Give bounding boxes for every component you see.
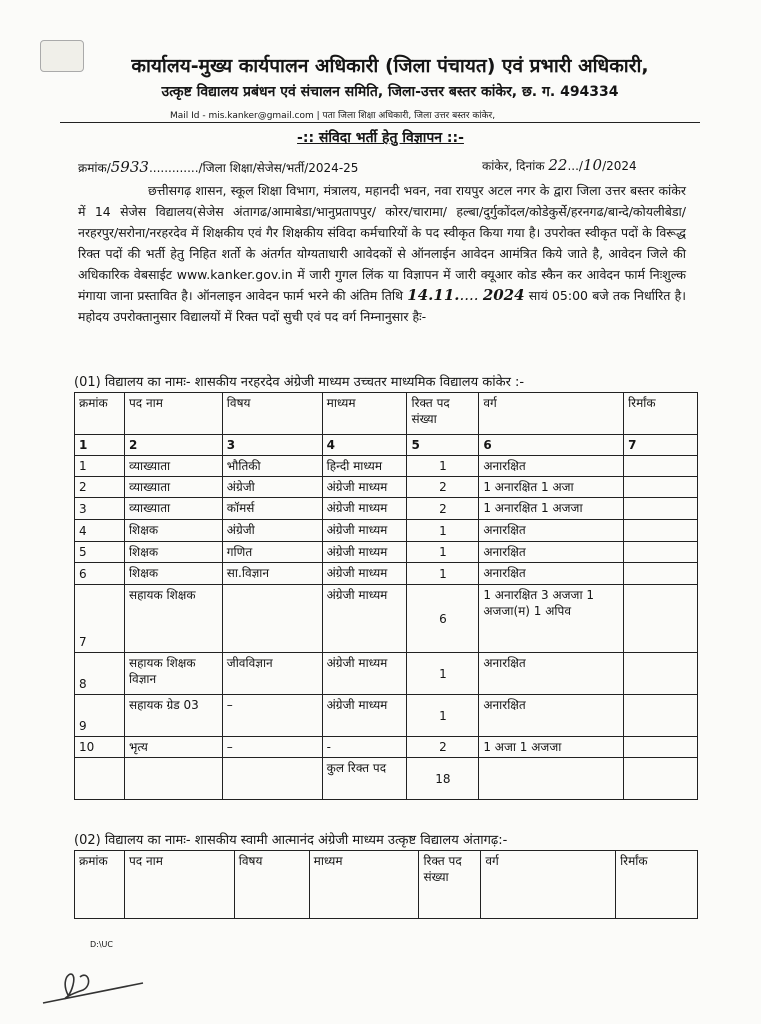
table-row bbox=[75, 542, 698, 563]
cell-count: 1 bbox=[407, 563, 479, 585]
cell-sn: 3 bbox=[75, 498, 125, 520]
cell-sn: 9 bbox=[75, 695, 125, 737]
header-cell: वर्ग bbox=[479, 393, 624, 435]
cell-medium: अंग्रेजी माध्यम bbox=[322, 498, 407, 520]
cell-remark bbox=[624, 653, 698, 695]
cell-count: 1 bbox=[407, 456, 479, 477]
column-number: 1 bbox=[75, 435, 125, 456]
table-header-row bbox=[75, 393, 698, 435]
column-number: 3 bbox=[222, 435, 322, 456]
cell-post: व्याख्याता bbox=[124, 477, 222, 498]
table-row bbox=[75, 737, 698, 758]
empty-cell bbox=[624, 758, 698, 800]
cell-category: अनारक्षित bbox=[479, 695, 624, 737]
cell-post: सहायक ग्रेड 03 bbox=[124, 695, 222, 737]
cell-subject: जीवविज्ञान bbox=[222, 653, 322, 695]
cell-subject: – bbox=[222, 737, 322, 758]
cell-sn: 8 bbox=[75, 653, 125, 695]
cell-subject: सा.विज्ञान bbox=[222, 563, 322, 585]
cell-medium: अंग्रेजी माध्यम bbox=[322, 695, 407, 737]
cell-medium: अंग्रेजी माध्यम bbox=[322, 542, 407, 563]
footer-code: D:\UC bbox=[90, 940, 113, 949]
cell-count: 2 bbox=[407, 498, 479, 520]
table-row bbox=[75, 456, 698, 477]
cell-sn: 4 bbox=[75, 520, 125, 542]
cell-remark bbox=[624, 563, 698, 585]
cell-medium: - bbox=[322, 737, 407, 758]
column-number: 6 bbox=[479, 435, 624, 456]
cell-subject: – bbox=[222, 695, 322, 737]
emblem-icon bbox=[40, 40, 84, 72]
cell-medium: हिन्दी माध्यम bbox=[322, 456, 407, 477]
table-header-row bbox=[75, 851, 698, 919]
cell-category: अनारक्षित bbox=[479, 653, 624, 695]
cell-count: 6 bbox=[407, 585, 479, 653]
table-row bbox=[75, 653, 698, 695]
committee-title: उत्कृष्ट विद्यालय प्रबंधन एवं संचालन समिति, जिला-उत्तर बस्तर कांकेर, छ. ग. 494334 bbox=[161, 84, 619, 100]
cell-post: शिक्षक bbox=[124, 563, 222, 585]
cell-remark bbox=[624, 477, 698, 498]
cell-remark bbox=[624, 498, 698, 520]
cell-post: सहायक शिक्षक bbox=[124, 585, 222, 653]
signature-icon bbox=[38, 955, 148, 1010]
cell-sn: 1 bbox=[75, 456, 125, 477]
cell-subject: अंग्रेजी bbox=[222, 477, 322, 498]
total-label: कुल रिक्त पद bbox=[322, 758, 407, 800]
header-cell: रिक्त पद संख्या bbox=[407, 393, 479, 435]
cell-remark bbox=[624, 520, 698, 542]
cell-count: 2 bbox=[407, 477, 479, 498]
reference-number: क्रमांक/5933............./जिला शिक्षा/सेजेस/भर्ती/2024-25 bbox=[78, 158, 359, 176]
header-cell: रिक्त पद संख्या bbox=[419, 851, 481, 919]
cell-remark bbox=[624, 737, 698, 758]
cell-count: 1 bbox=[407, 520, 479, 542]
school1-table bbox=[74, 392, 698, 800]
school2-title: (02) विद्यालय का नामः- शासकीय स्वामी आत्मानंद अंग्रेजी माध्यम उत्कृष्ट विद्यालय अंतागढ़:- bbox=[74, 833, 508, 848]
empty-cell bbox=[479, 758, 624, 800]
cell-category: 1 अजा 1 अजजा bbox=[479, 737, 624, 758]
cell-category: 1 अनारक्षित 3 अजजा 1 अजजा(म) 1 अपिव bbox=[479, 585, 624, 653]
header-cell: माध्यम bbox=[309, 851, 419, 919]
cell-category: 1 अनारक्षित 1 अजा bbox=[479, 477, 624, 498]
cell-category: 1 अनारक्षित 1 अजजा bbox=[479, 498, 624, 520]
cell-post: व्याख्याता bbox=[124, 456, 222, 477]
cell-post: शिक्षक bbox=[124, 520, 222, 542]
header-cell: क्रमांक bbox=[75, 851, 125, 919]
header-cell: वर्ग bbox=[481, 851, 616, 919]
cell-category: अनारक्षित bbox=[479, 542, 624, 563]
cell-count: 1 bbox=[407, 542, 479, 563]
cell-medium: अंग्रेजी माध्यम bbox=[322, 585, 407, 653]
header-cell: पद नाम bbox=[124, 851, 234, 919]
cell-subject: अंग्रेजी bbox=[222, 520, 322, 542]
reference-date: कांकेर, दिनांक 22.../10/2024 bbox=[482, 156, 637, 174]
cell-sn: 5 bbox=[75, 542, 125, 563]
column-number: 2 bbox=[124, 435, 222, 456]
cell-subject: भौतिकी bbox=[222, 456, 322, 477]
cell-subject bbox=[222, 585, 322, 653]
cell-remark bbox=[624, 585, 698, 653]
column-number: 4 bbox=[322, 435, 407, 456]
cell-subject: गणित bbox=[222, 542, 322, 563]
cell-category: अनारक्षित bbox=[479, 563, 624, 585]
cell-count: 2 bbox=[407, 737, 479, 758]
header-cell: विषय bbox=[222, 393, 322, 435]
school2-table bbox=[74, 850, 698, 919]
header-cell: माध्यम bbox=[322, 393, 407, 435]
empty-cell bbox=[75, 758, 125, 800]
total-value: 18 bbox=[407, 758, 479, 800]
cell-sn: 10 bbox=[75, 737, 125, 758]
cell-category: अनारक्षित bbox=[479, 456, 624, 477]
table-row bbox=[75, 585, 698, 653]
cell-remark bbox=[624, 542, 698, 563]
table-row bbox=[75, 498, 698, 520]
cell-medium: अंग्रेजी माध्यम bbox=[322, 563, 407, 585]
table-row bbox=[75, 563, 698, 585]
cell-medium: अंग्रेजी माध्यम bbox=[322, 520, 407, 542]
column-number: 7 bbox=[624, 435, 698, 456]
cell-category: अनारक्षित bbox=[479, 520, 624, 542]
cell-subject: कॉमर्स bbox=[222, 498, 322, 520]
contact-line: Mail Id - mis.kanker@gmail.com | पता जिला शिक्षा अधिकारी, जिला उत्तर बस्तर कांकेर, bbox=[170, 111, 496, 121]
cell-sn: 7 bbox=[75, 585, 125, 653]
table-row bbox=[75, 477, 698, 498]
cell-post: सहायक शिक्षक विज्ञान bbox=[124, 653, 222, 695]
table-row bbox=[75, 695, 698, 737]
advertisement-subject: -:: संविदा भर्ती हेतु विज्ञापन ::- bbox=[297, 130, 464, 146]
total-row bbox=[75, 758, 698, 800]
cell-remark bbox=[624, 695, 698, 737]
cell-sn: 2 bbox=[75, 477, 125, 498]
school1-title: (01) विद्यालय का नामः- शासकीय नरहरदेव अंग्रेजी माध्यम उच्चतर माध्यमिक विद्यालय कांकेर :- bbox=[74, 375, 525, 390]
cell-sn: 6 bbox=[75, 563, 125, 585]
table-row bbox=[75, 520, 698, 542]
header-cell: रिर्मांक bbox=[624, 393, 698, 435]
cell-medium: अंग्रेजी माध्यम bbox=[322, 477, 407, 498]
column-number: 5 bbox=[407, 435, 479, 456]
advertisement-body: छत्तीसगढ़ शासन, स्कूल शिक्षा विभाग, मंत्रालय, महानदी भवन, नवा रायपुर अटल नगर के द्वारा जिला उत्तर बस्तर कांकेर में 14 सेजेस विद्यालय(सेजेस अंतागढ/आमाबेडा/भानुप्रतापपुर/ कोरर/चारामा/ हल्बा/दुर्गुकोंदल/कोडेकुर्से/हरनगढ/बान्दे/कोयलीबेडा/नरहरपुर/सरोना/नरहरदेव में शिक्षकीय एवं गैर शिक्षकीय संविदा कर्मचारियों के पद स्वीकृत किया गया है। उपरोक्त स्वीकृत पदों के विरूद्ध रिक्त पदों की भर्ती हेतु निहित शर्तो के अंतर्गत योग्यताधारी आवेदकों से ऑनलाईन आवेदन आमंत्रित किये जाते है, आवेदन जिले की अधिकारिक वेबसाईट www.kanker.gov.in में जारी गुगल लिंक या विज्ञापन में जारी क्यूआर कोड स्कैन कर आवेदन फार्म निःशुल्क मंगाया जाना प्रस्तावित है। ऑनलाइन आवेदन फार्म भरने की अंतिम तिथि 14.11..... 2024 सायं 05:00 बजे तक निर्धारित है। महोदय उपरोक्तानुसार विद्यालयों में रिक्त पदों सुची एवं पद वर्ग निम्नानुसार हैः- bbox=[78, 183, 686, 324]
cell-count: 1 bbox=[407, 653, 479, 695]
header-cell: क्रमांक bbox=[75, 393, 125, 435]
cell-post: शिक्षक bbox=[124, 542, 222, 563]
cell-remark bbox=[624, 456, 698, 477]
office-title: कार्यालय-मुख्य कार्यपालन अधिकारी (जिला पंचायत) एवं प्रभारी अधिकारी, bbox=[131, 55, 649, 77]
cell-post: भृत्य bbox=[124, 737, 222, 758]
empty-cell bbox=[124, 758, 222, 800]
cell-count: 1 bbox=[407, 695, 479, 737]
header-cell: पद नाम bbox=[124, 393, 222, 435]
header-cell: रिर्मांक bbox=[616, 851, 698, 919]
cell-medium: अंग्रेजी माध्यम bbox=[322, 653, 407, 695]
empty-cell bbox=[222, 758, 322, 800]
column-number-row bbox=[75, 435, 698, 456]
cell-post: व्याख्याता bbox=[124, 498, 222, 520]
header-cell: विषय bbox=[234, 851, 309, 919]
header-rule bbox=[60, 122, 700, 123]
